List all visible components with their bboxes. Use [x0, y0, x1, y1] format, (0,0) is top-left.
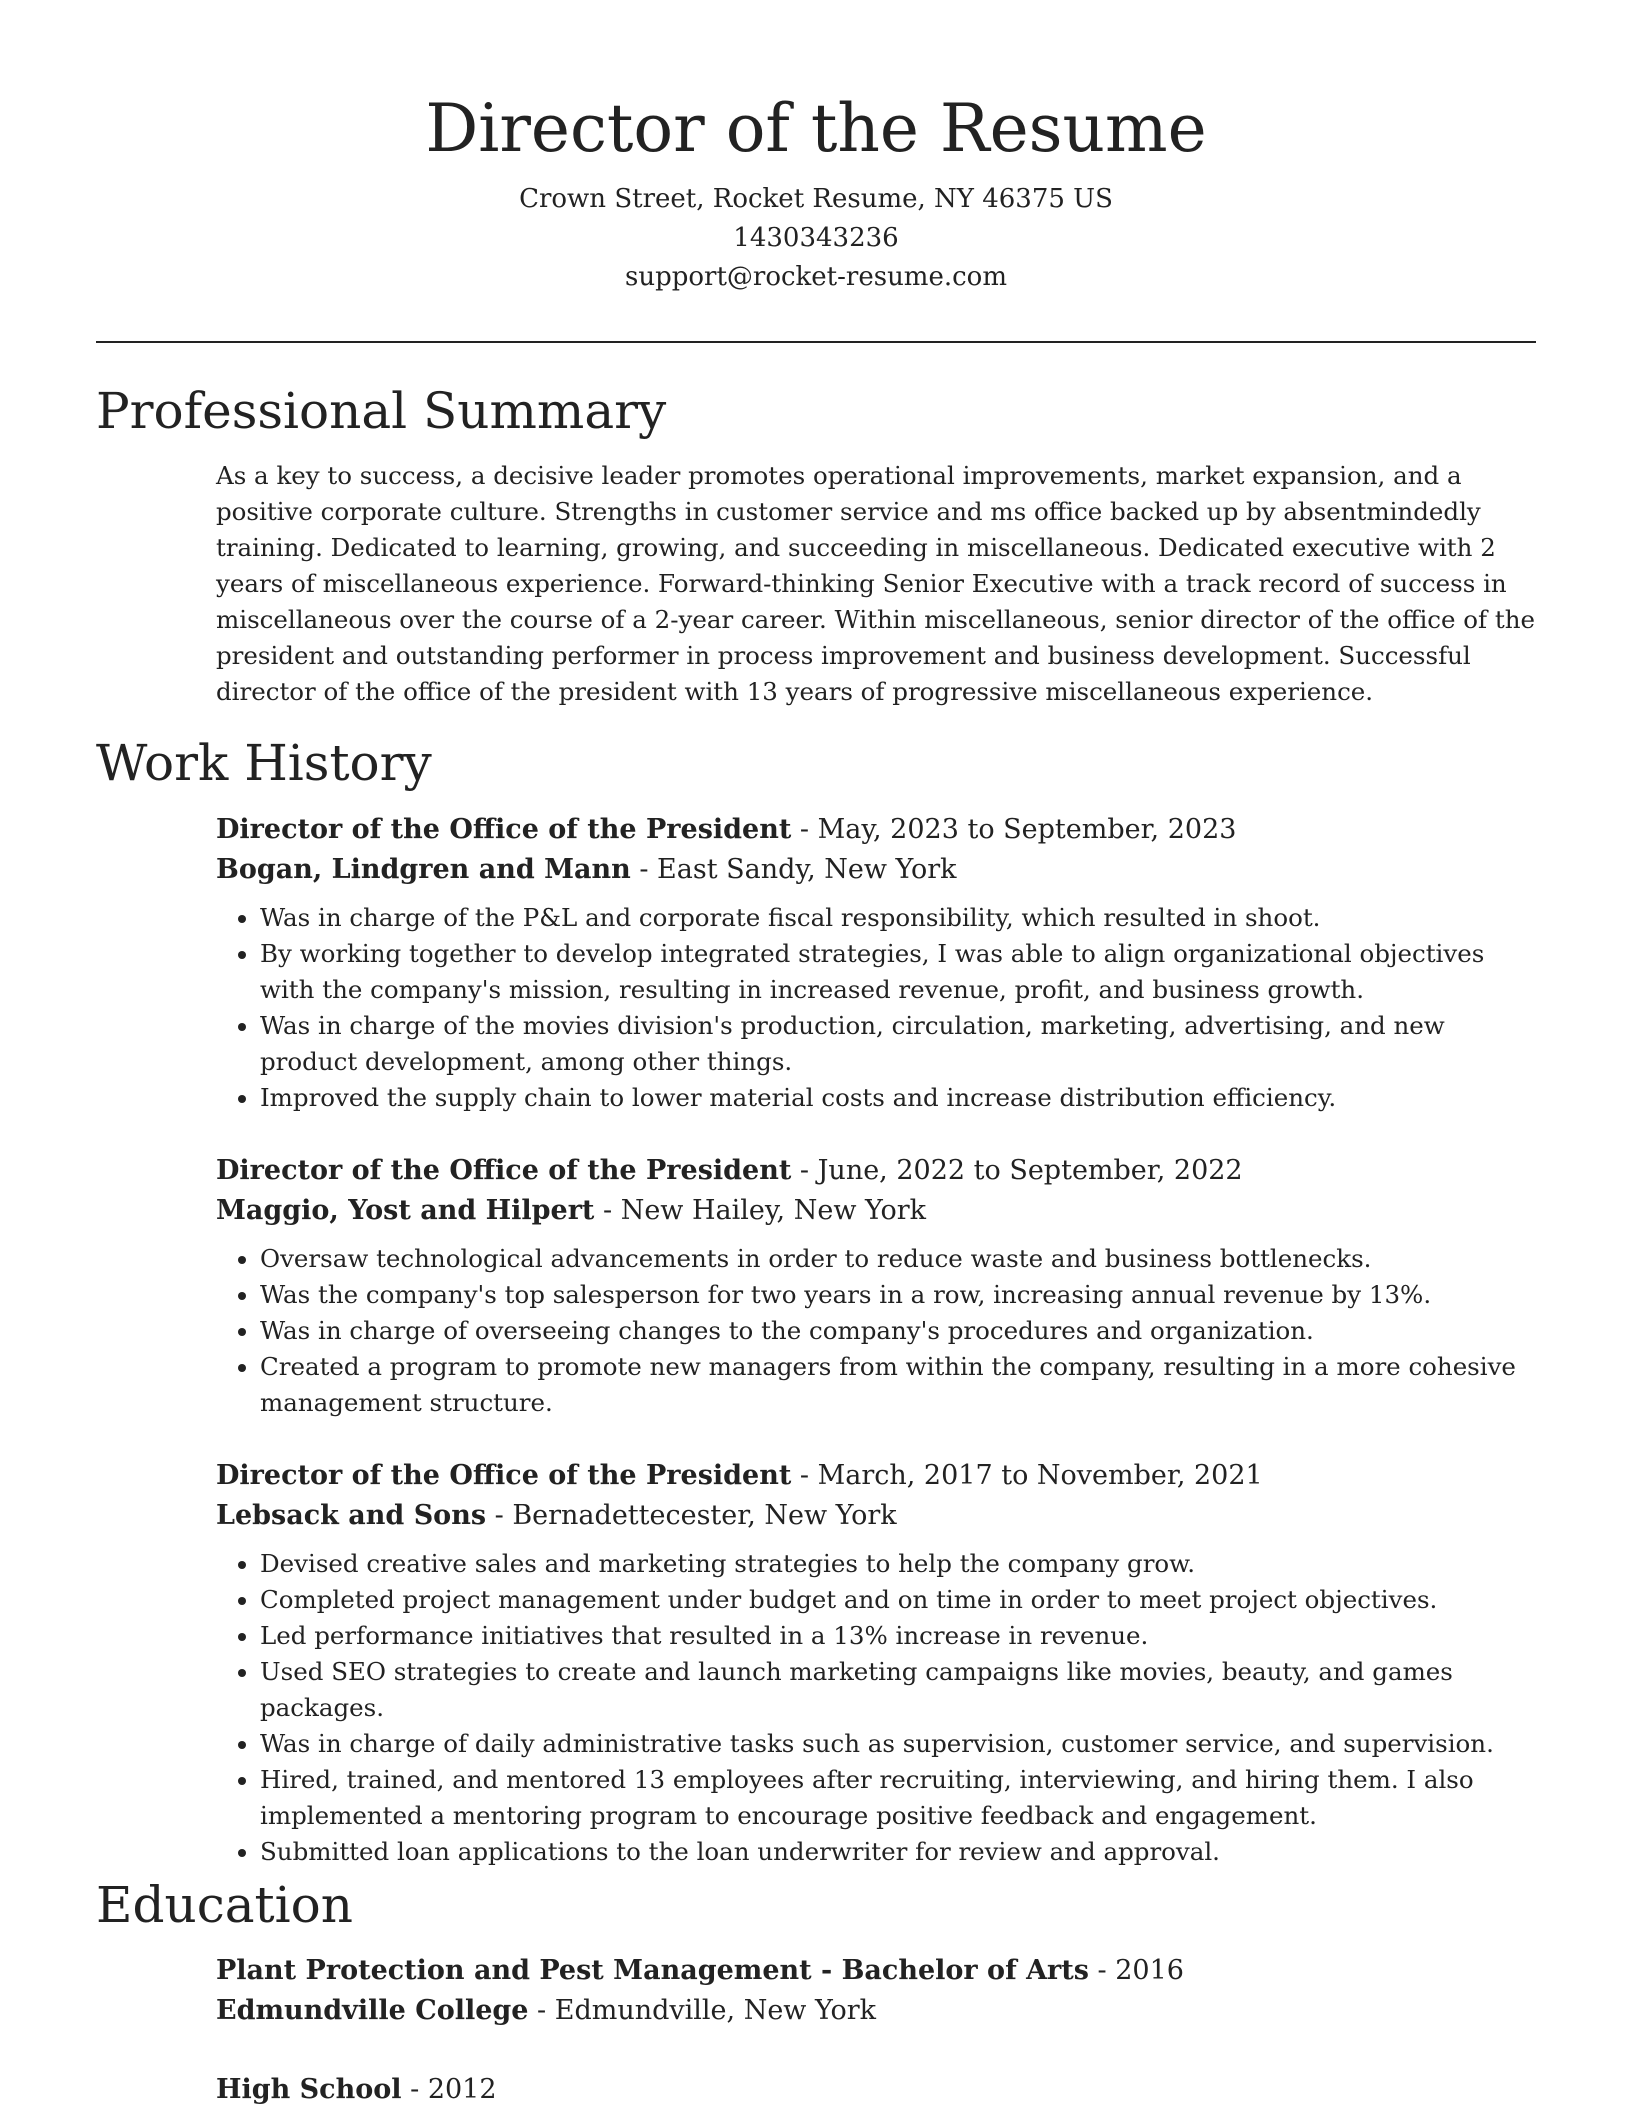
- education-entry: [216, 1951, 1538, 2031]
- list-item: • Was the company's top salesperson for two years in a row, increasing annual revenue by 13%.: [260, 1277, 1538, 1313]
- list-item: • Used SEO strategies to create and launch marketing campaigns like movies, beauty, and games packages.: [260, 1654, 1538, 1726]
- list-item: • Improved the supply chain to lower material costs and increase distribution efficiency.: [260, 1080, 1538, 1116]
- job-location: - New Hailey, New York: [594, 1195, 927, 1226]
- list-item: • Was in charge of the P&L and corporate fiscal responsibility, which resulted in shoot.: [260, 900, 1538, 936]
- job-title-line: [216, 1151, 1538, 1191]
- company-line: [216, 1191, 1538, 1231]
- job-dates: - May, 2023 to September, 2023: [791, 814, 1237, 845]
- education-program-line: [216, 2070, 1538, 2110]
- job-dates: - March, 2017 to November, 2021: [791, 1460, 1263, 1491]
- resume-header: [0, 0, 1632, 297]
- education-year: - 2016: [1088, 1955, 1184, 1986]
- list-item: • Submitted loan applications to the loan underwriter for review and approval.: [260, 1834, 1538, 1870]
- list-item: • Was in charge of the movies division's production, circulation, marketing, advertising, and new product development, among other things.: [260, 1008, 1538, 1080]
- education-year: - 2012: [401, 2074, 497, 2105]
- list-item: • Was in charge of overseeing changes to the company's procedures and organization.: [260, 1313, 1538, 1349]
- job-bullets: [216, 1241, 1538, 1421]
- job-bullets: [216, 900, 1538, 1116]
- company-line: [216, 850, 1538, 890]
- list-item: • Led performance initiatives that resulted in a 13% increase in revenue.: [260, 1618, 1538, 1654]
- education-school-line: [216, 1991, 1538, 2031]
- job-position: Director of the Office of the President: [216, 1155, 792, 1186]
- summary-heading: Professional Summary: [96, 382, 667, 440]
- list-item: • Devised creative sales and marketing strategies to help the company grow.: [260, 1546, 1538, 1582]
- education-program: Plant Protection and Pest Management - Bachelor of Arts: [216, 1955, 1089, 1986]
- contact-phone: 1430343236: [733, 223, 899, 253]
- job-entry: [216, 810, 1538, 1116]
- education-school: Edmundville College: [216, 1995, 529, 2026]
- job-entry: [216, 1456, 1538, 1870]
- list-item: • Hired, trained, and mentored 13 employees after recruiting, interviewing, and hiring them. I also implemented a mentoring program to encourage positive feedback and engagement.: [260, 1762, 1538, 1834]
- summary-text: As a key to success, a decisive leader promotes operational improvements, market expansion, and a positive corporate culture. Strengths in customer service and ms office backed up by absentmindedly training. Dedicated to learning, growing, and succeeding in miscellaneous. Dedicated executive with 2 years of miscellaneous experience. Forward-thinking Senior Executive with a track record of success in miscellaneous over the course of a 2-year career. Within miscellaneous, senior director of the office of the president and outstanding performer in process improvement and business development. Successful director of the office of the president with 13 years of progressive miscellaneous experience.: [216, 461, 1536, 706]
- candidate-name: Director of the Resume: [425, 90, 1207, 167]
- job-company: Maggio, Yost and Hilpert: [216, 1195, 595, 1226]
- education-entry: [216, 2070, 1538, 2110]
- education-program-line: [216, 1951, 1538, 1991]
- job-position: Director of the Office of the President: [216, 814, 792, 845]
- education-location: - Edmundville, New York: [528, 1995, 876, 2026]
- job-location: - Bernadettecester, New York: [486, 1500, 897, 1531]
- job-title-line: [216, 810, 1538, 850]
- contact-address: Crown Street, Rocket Resume, NY 46375 US: [519, 184, 1113, 214]
- work-history-heading: Work History: [96, 734, 432, 792]
- education-program: High School: [216, 2074, 402, 2105]
- list-item: • Was in charge of daily administrative tasks such as supervision, customer service, and supervision.: [260, 1726, 1538, 1762]
- job-entry: [216, 1151, 1538, 1421]
- list-item: • Oversaw technological advancements in order to reduce waste and business bottlenecks.: [260, 1241, 1538, 1277]
- job-location: - East Sandy, New York: [630, 854, 957, 885]
- contact-email: support@rocket-resume.com: [624, 262, 1007, 292]
- education-heading: Education: [96, 1876, 353, 1934]
- list-item: • Completed project management under budget and on time in order to meet project objectives.: [260, 1582, 1538, 1618]
- job-company: Bogan, Lindgren and Mann: [216, 854, 631, 885]
- list-item: • By working together to develop integrated strategies, I was able to align organizational objectives with the company's mission, resulting in increased revenue, profit, and business growth.: [260, 936, 1538, 1008]
- job-bullets: [216, 1546, 1538, 1870]
- job-title-line: [216, 1456, 1538, 1496]
- job-position: Director of the Office of the President: [216, 1460, 792, 1491]
- header-divider: [96, 341, 1536, 343]
- company-line: [216, 1496, 1538, 1536]
- job-company: Lebsack and Sons: [216, 1500, 487, 1531]
- list-item: • Created a program to promote new managers from within the company, resulting in a more cohesive management structure.: [260, 1349, 1538, 1421]
- job-dates: - June, 2022 to September, 2022: [791, 1155, 1243, 1186]
- summary-section: [216, 458, 1538, 710]
- contact-info: [0, 180, 1632, 297]
